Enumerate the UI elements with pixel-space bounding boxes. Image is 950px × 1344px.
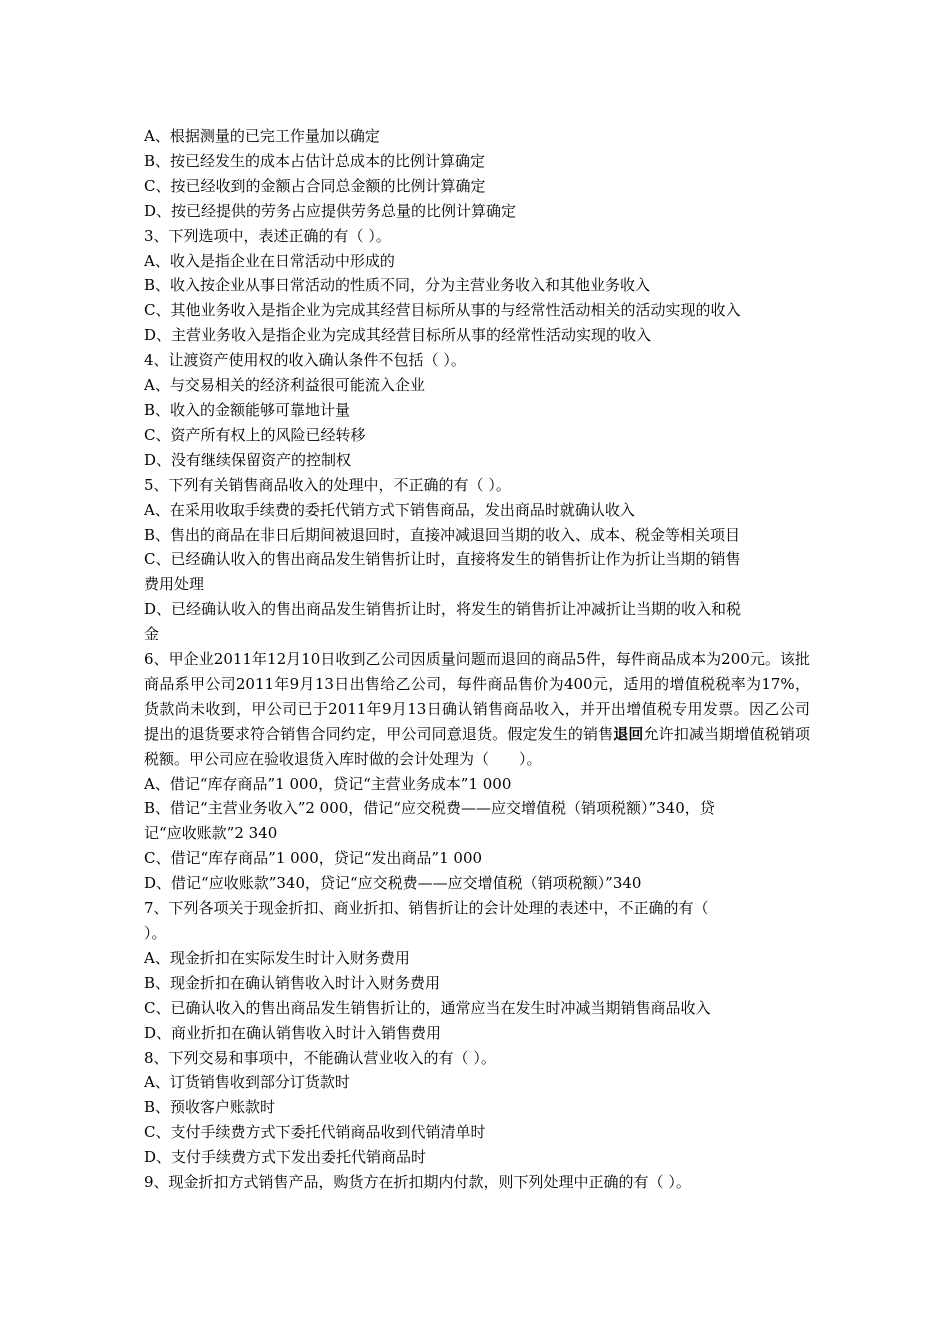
text-line: 记“应收账款”2 340 bbox=[144, 824, 278, 843]
text-line: 3、下列选项中，表述正确的有（ ）。 bbox=[144, 226, 391, 245]
text-line: A、根据测量的已完工作量加以确定 bbox=[144, 127, 380, 145]
text-line: 7、下列各项关于现金折扣、商业折扣、销售折让的会计处理的表述中，不正确的有（ bbox=[144, 899, 709, 918]
question-6-bold-term: 退回 bbox=[613, 724, 644, 743]
text-line: C、支付手续费方式下委托代销商品收到代销清单时 bbox=[144, 1123, 486, 1142]
text-line: A、订货销售收到部分订货款时 bbox=[144, 1073, 350, 1092]
text-line: D、商业折扣在确认销售收入时计入销售费用 bbox=[144, 1023, 442, 1042]
text-line: A、现金折扣在实际发生时计入财务费用 bbox=[144, 948, 410, 967]
text-line: B、收入的金额能够可靠地计量 bbox=[144, 400, 351, 419]
text-line: B、预收客户账款时 bbox=[144, 1098, 276, 1117]
text-line: C、已经确认收入的售出商品发生销售折让时，直接将发生的销售折让作为折让当期的销售 bbox=[144, 550, 741, 569]
text-line: D、支付手续费方式下发出委托代销商品时 bbox=[144, 1148, 427, 1167]
text-line: 8、下列交易和事项中，不能确认营业收入的有（ ）。 bbox=[144, 1048, 496, 1067]
text-line: 5、下列有关销售商品收入的处理中，不正确的有（ ）。 bbox=[144, 475, 511, 494]
text-line: 9、现金折扣方式销售产品，购货方在折扣期内付款，则下列处理中正确的有（ ）。 bbox=[144, 1173, 691, 1192]
text-line: D、按已经提供的劳务占应提供劳务总量的比例计算确定 bbox=[144, 201, 517, 220]
question-6-text-start: 6、甲企业2011年12月10日收到乙公司因质量问题而退回的商品5件，每件商品成本为200元。该批商品系甲公司2011年9月13日出售给乙公司，每件商品售价为400元，适用的增值税税率为17%，货款尚未收到，甲公司已于2011年9月13日确认销售商品收入，并开出增值税专用发票。因乙公司提出的退货要求符合销售合同约定，甲公司同意退货。假定发生的销售 bbox=[144, 650, 810, 743]
text-line: B、现金折扣在确认销售收入时计入财务费用 bbox=[144, 973, 441, 992]
text-line: B、收入按企业从事日常活动的性质不同，分为主营业务收入和其他业务收入 bbox=[144, 276, 651, 295]
text-line: C、借记“库存商品”1 000，贷记“发出商品”1 000 bbox=[144, 849, 483, 868]
text-line: A、收入是指企业在日常活动中形成的 bbox=[144, 251, 395, 270]
text-line: A、在采用收取手续费的委托代销方式下销售商品，发出商品时就确认收入 bbox=[144, 500, 635, 519]
text-line: ）。 bbox=[144, 924, 167, 942]
text-line: B、售出的商品在非日后期间被退回时，直接冲减退回当期的收入、成本、税金等相关项目 bbox=[144, 525, 741, 544]
question-block-bottom bbox=[144, 772, 810, 1195]
text-line: A、借记“库存商品”1 000，贷记“主营业务成本”1 000 bbox=[144, 774, 512, 793]
question-6-text-end: 允许扣减当期增值税销项税额。甲公司应在验收退货入库时做的会计处理为（ ）。 bbox=[144, 724, 810, 768]
text-line: C、资产所有权上的风险已经转移 bbox=[144, 425, 366, 444]
text-line: D、已经确认收入的售出商品发生销售折让时，将发生的销售折让冲减折让当期的收入和税 bbox=[144, 600, 742, 619]
text-line: 金 bbox=[144, 625, 160, 644]
text-line: D、没有继续保留资产的控制权 bbox=[144, 450, 352, 469]
text-line: C、按已经收到的金额占合同总金额的比例计算确定 bbox=[144, 176, 486, 195]
question-block-top bbox=[144, 124, 810, 647]
text-line: 4、让渡资产使用权的收入确认条件不包括（ ）。 bbox=[144, 351, 466, 370]
text-line: B、按已经发生的成本占估计总成本的比例计算确定 bbox=[144, 151, 486, 170]
text-line: C、其他业务收入是指企业为完成其经营目标所从事的与经常性活动相关的活动实现的收入 bbox=[144, 301, 741, 320]
text-line: D、主营业务收入是指企业为完成其经营目标所从事的经常性活动实现的收入 bbox=[144, 326, 652, 345]
question-6-text bbox=[144, 647, 810, 772]
text-line: C、已确认收入的售出商品发生销售折让的，通常应当在发生时冲减当期销售商品收入 bbox=[144, 998, 711, 1017]
text-line: D、借记“应收账款”340，贷记“应交税费——应交增值税（销项税额）”340 bbox=[144, 874, 642, 893]
document-page bbox=[144, 124, 810, 1195]
text-line: A、与交易相关的经济利益很可能流入企业 bbox=[144, 376, 425, 395]
text-line: B、借记“主营业务收入”2 000，借记“应交税费——应交增值税（销项税额）”340，贷 bbox=[144, 799, 715, 818]
text-line: 费用处理 bbox=[144, 575, 205, 594]
